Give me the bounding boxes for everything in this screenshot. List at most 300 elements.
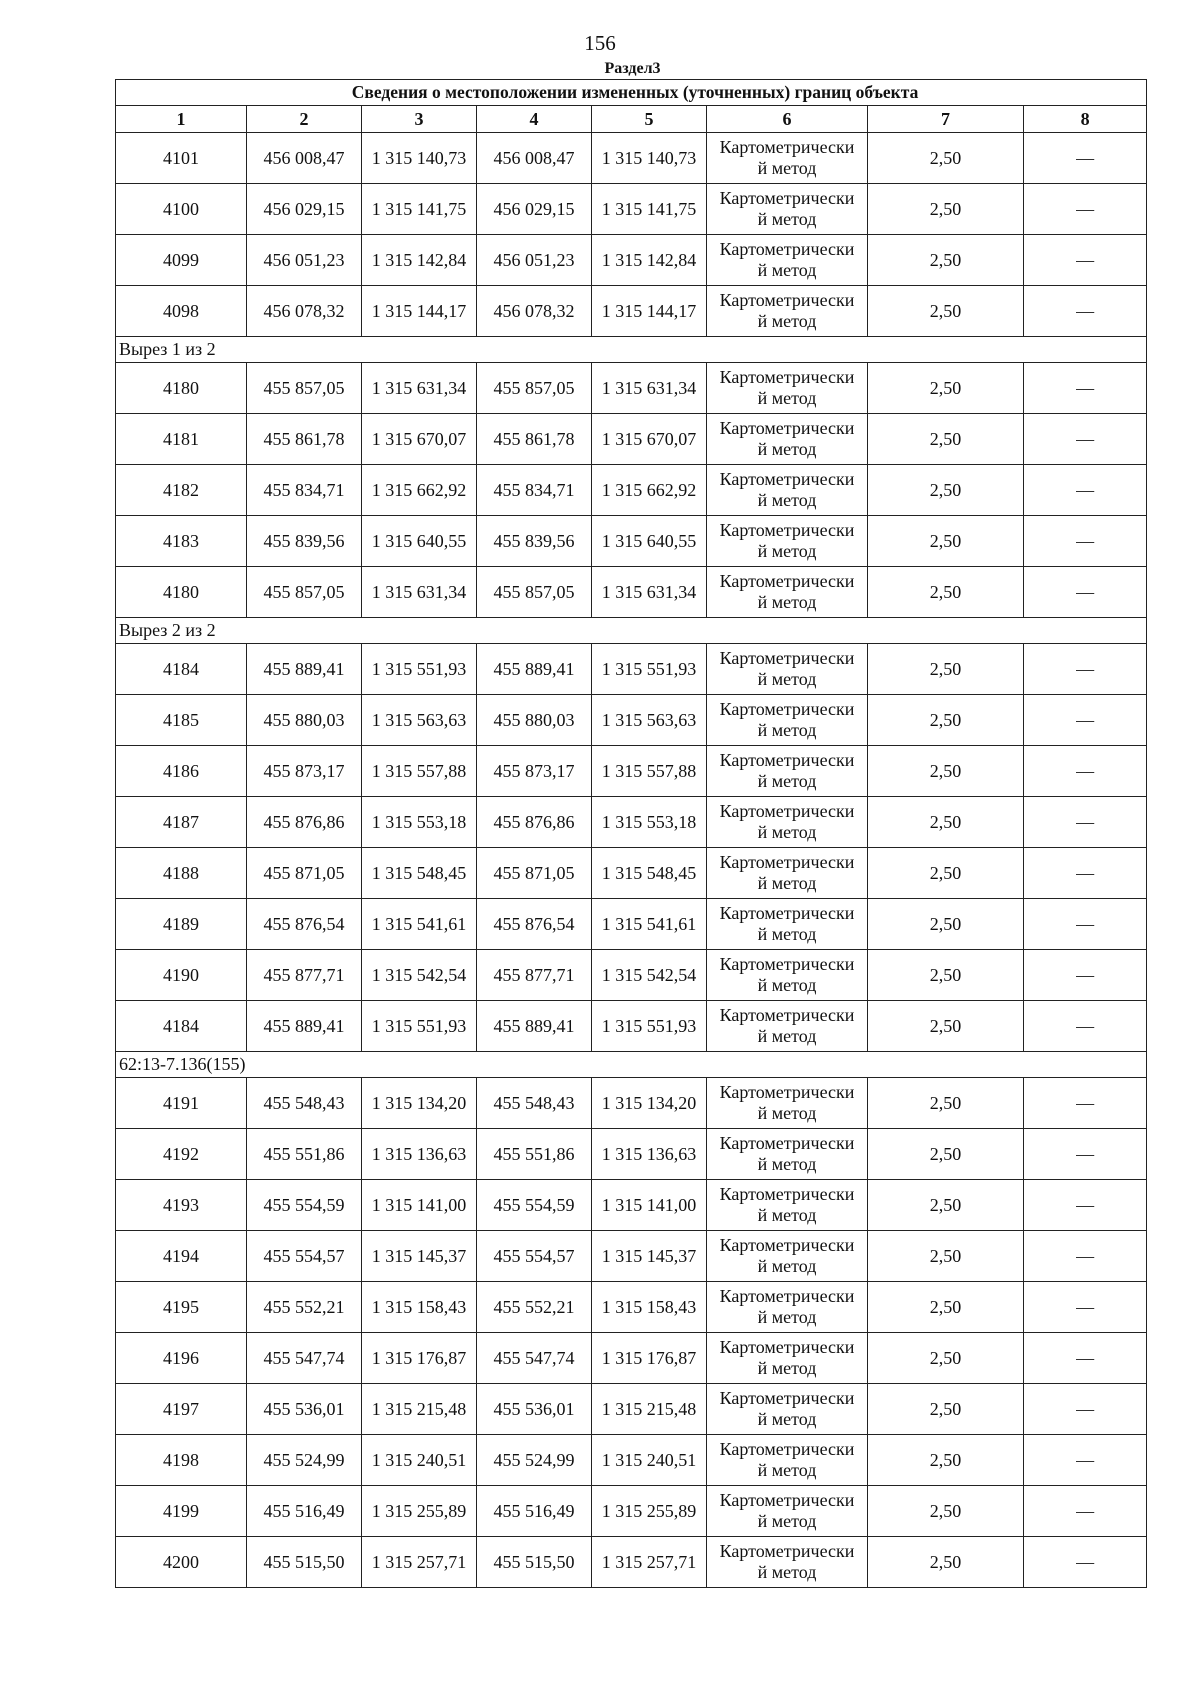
- method-line-1: Картометрически: [719, 239, 855, 259]
- cell-col-3: 1 315 257,71: [362, 1537, 477, 1588]
- group-label-row: [116, 337, 1147, 363]
- cell-col-1: 4190: [116, 950, 247, 1001]
- method-line-2: й метод: [757, 1307, 817, 1327]
- table-row: [116, 286, 1147, 337]
- method-line-1: Картометрически: [719, 852, 855, 872]
- method-line-2: й метод: [757, 158, 817, 178]
- cell-col-3: 1 315 144,17: [362, 286, 477, 337]
- column-header-2: 2: [247, 106, 362, 133]
- dash-cell: —: [1024, 184, 1147, 235]
- method-line-1: Картометрически: [719, 290, 855, 310]
- method-cell: [707, 465, 868, 516]
- dash-cell: —: [1024, 899, 1147, 950]
- cell-col-3: 1 315 141,75: [362, 184, 477, 235]
- cell-col-2: 455 515,50: [247, 1537, 362, 1588]
- cell-col-2: 455 554,59: [247, 1180, 362, 1231]
- cell-col-4: 455 880,03: [477, 695, 592, 746]
- cell-col-1: 4180: [116, 567, 247, 618]
- cell-col-5: 1 315 215,48: [592, 1384, 707, 1435]
- column-header-7: 7: [868, 106, 1024, 133]
- cell-col-1: 4192: [116, 1129, 247, 1180]
- table-row: [116, 1231, 1147, 1282]
- cell-col-4: 455 515,50: [477, 1537, 592, 1588]
- precision-cell: 2,50: [868, 797, 1024, 848]
- cell-col-5: 1 315 140,73: [592, 133, 707, 184]
- cell-col-4: 456 008,47: [477, 133, 592, 184]
- method-line-1: Картометрически: [719, 418, 855, 438]
- dash-cell: —: [1024, 695, 1147, 746]
- cell-col-1: 4183: [116, 516, 247, 567]
- method-cell: [707, 133, 868, 184]
- cell-col-2: 455 516,49: [247, 1486, 362, 1537]
- cell-col-1: 4197: [116, 1384, 247, 1435]
- cell-col-5: 1 315 640,55: [592, 516, 707, 567]
- cell-col-4: 455 889,41: [477, 1001, 592, 1052]
- cell-col-4: 455 834,71: [477, 465, 592, 516]
- precision-cell: 2,50: [868, 1078, 1024, 1129]
- page-number: 156: [584, 31, 616, 55]
- cell-col-3: 1 315 141,00: [362, 1180, 477, 1231]
- method-cell: [707, 235, 868, 286]
- cell-col-2: 456 078,32: [247, 286, 362, 337]
- cell-col-1: 4196: [116, 1333, 247, 1384]
- cell-col-4: 456 029,15: [477, 184, 592, 235]
- cell-col-1: 4185: [116, 695, 247, 746]
- cell-col-3: 1 315 140,73: [362, 133, 477, 184]
- method-cell: [707, 950, 868, 1001]
- group-label: Вырез 1 из 2: [116, 337, 1147, 363]
- group-label-row: [116, 618, 1147, 644]
- precision-cell: 2,50: [868, 235, 1024, 286]
- method-cell: [707, 286, 868, 337]
- column-header-5: 5: [592, 106, 707, 133]
- method-cell: [707, 746, 868, 797]
- table-row: [116, 1001, 1147, 1052]
- precision-cell: 2,50: [868, 1282, 1024, 1333]
- cell-col-2: 455 554,57: [247, 1231, 362, 1282]
- cell-col-3: 1 315 563,63: [362, 695, 477, 746]
- table-row: [116, 1078, 1147, 1129]
- cell-col-2: 456 008,47: [247, 133, 362, 184]
- cell-col-1: 4098: [116, 286, 247, 337]
- dash-cell: —: [1024, 1537, 1147, 1588]
- dash-cell: —: [1024, 1435, 1147, 1486]
- cell-col-5: 1 315 240,51: [592, 1435, 707, 1486]
- cell-col-4: 455 876,54: [477, 899, 592, 950]
- cell-col-1: 4099: [116, 235, 247, 286]
- cell-col-5: 1 315 141,75: [592, 184, 707, 235]
- method-line-2: й метод: [757, 1511, 817, 1531]
- precision-cell: 2,50: [868, 414, 1024, 465]
- method-line-2: й метод: [757, 260, 817, 280]
- cell-col-4: 455 873,17: [477, 746, 592, 797]
- cell-col-2: 455 857,05: [247, 567, 362, 618]
- cell-col-5: 1 315 670,07: [592, 414, 707, 465]
- method-line-1: Картометрически: [719, 1082, 855, 1102]
- table-caption: Сведения о местоположении измененных (уточненных) границ объекта: [247, 80, 1024, 106]
- cell-col-3: 1 315 662,92: [362, 465, 477, 516]
- cell-col-4: 455 548,43: [477, 1078, 592, 1129]
- precision-cell: 2,50: [868, 184, 1024, 235]
- cell-col-5: 1 315 255,89: [592, 1486, 707, 1537]
- method-line-1: Картометрически: [719, 1005, 855, 1025]
- cell-col-3: 1 315 557,88: [362, 746, 477, 797]
- method-line-2: й метод: [757, 1026, 817, 1046]
- precision-cell: 2,50: [868, 1129, 1024, 1180]
- cell-col-4: 455 877,71: [477, 950, 592, 1001]
- section-title: Раздел3: [604, 60, 661, 77]
- cell-col-5: 1 315 548,45: [592, 848, 707, 899]
- cell-col-3: 1 315 548,45: [362, 848, 477, 899]
- method-cell: [707, 1384, 868, 1435]
- table-row: [116, 797, 1147, 848]
- dash-cell: —: [1024, 1129, 1147, 1180]
- cell-col-3: 1 315 551,93: [362, 644, 477, 695]
- dash-cell: —: [1024, 1384, 1147, 1435]
- cell-col-3: 1 315 142,84: [362, 235, 477, 286]
- cell-col-5: 1 315 145,37: [592, 1231, 707, 1282]
- method-line-1: Картометрически: [719, 137, 855, 157]
- cell-col-5: 1 315 134,20: [592, 1078, 707, 1129]
- precision-cell: 2,50: [868, 286, 1024, 337]
- precision-cell: 2,50: [868, 746, 1024, 797]
- method-cell: [707, 1486, 868, 1537]
- table-row: [116, 235, 1147, 286]
- dash-cell: —: [1024, 1282, 1147, 1333]
- dash-cell: —: [1024, 1078, 1147, 1129]
- cell-col-2: 455 839,56: [247, 516, 362, 567]
- table-row: [116, 950, 1147, 1001]
- cell-col-1: 4194: [116, 1231, 247, 1282]
- cell-col-1: 4181: [116, 414, 247, 465]
- method-line-2: й метод: [757, 1562, 817, 1582]
- method-line-1: Картометрически: [719, 1490, 855, 1510]
- precision-cell: 2,50: [868, 567, 1024, 618]
- cell-col-4: 455 839,56: [477, 516, 592, 567]
- group-label: Вырез 2 из 2: [116, 618, 1147, 644]
- precision-cell: 2,50: [868, 695, 1024, 746]
- precision-cell: 2,50: [868, 465, 1024, 516]
- cell-col-2: 455 857,05: [247, 363, 362, 414]
- method-line-1: Картометрически: [719, 1286, 855, 1306]
- cell-col-4: 455 552,21: [477, 1282, 592, 1333]
- cell-col-5: 1 315 257,71: [592, 1537, 707, 1588]
- precision-cell: 2,50: [868, 899, 1024, 950]
- method-line-1: Картометрически: [719, 188, 855, 208]
- table-row: [116, 899, 1147, 950]
- cell-col-3: 1 315 158,43: [362, 1282, 477, 1333]
- cell-col-5: 1 315 631,34: [592, 363, 707, 414]
- method-cell: [707, 797, 868, 848]
- cell-col-2: 455 547,74: [247, 1333, 362, 1384]
- cell-col-2: 455 889,41: [247, 1001, 362, 1052]
- dash-cell: —: [1024, 1180, 1147, 1231]
- boundary-table: [115, 79, 1147, 1588]
- method-cell: [707, 414, 868, 465]
- dash-cell: —: [1024, 133, 1147, 184]
- table-row: [116, 644, 1147, 695]
- group-label: 62:13-7.136(155): [116, 1052, 1147, 1078]
- cell-col-3: 1 315 176,87: [362, 1333, 477, 1384]
- cell-col-2: 456 029,15: [247, 184, 362, 235]
- method-line-1: Картометрически: [719, 648, 855, 668]
- table-row: [116, 184, 1147, 235]
- cell-col-4: 456 078,32: [477, 286, 592, 337]
- cell-col-3: 1 315 670,07: [362, 414, 477, 465]
- table-row: [116, 133, 1147, 184]
- method-line-1: Картометрически: [719, 1439, 855, 1459]
- dash-cell: —: [1024, 848, 1147, 899]
- cell-col-2: 455 876,54: [247, 899, 362, 950]
- method-cell: [707, 848, 868, 899]
- method-cell: [707, 695, 868, 746]
- precision-cell: 2,50: [868, 644, 1024, 695]
- cell-col-2: 455 552,21: [247, 1282, 362, 1333]
- method-line-2: й метод: [757, 873, 817, 893]
- cell-col-1: 4186: [116, 746, 247, 797]
- cell-col-1: 4193: [116, 1180, 247, 1231]
- cell-col-4: 455 857,05: [477, 363, 592, 414]
- table-row: [116, 1435, 1147, 1486]
- table-caption-row: [116, 80, 1147, 106]
- precision-cell: 2,50: [868, 1486, 1024, 1537]
- method-line-2: й метод: [757, 822, 817, 842]
- cell-col-1: 4189: [116, 899, 247, 950]
- method-cell: [707, 1435, 868, 1486]
- dash-cell: —: [1024, 516, 1147, 567]
- cell-col-2: 456 051,23: [247, 235, 362, 286]
- table-row: [116, 1384, 1147, 1435]
- cell-col-2: 455 876,86: [247, 797, 362, 848]
- cell-col-1: 4200: [116, 1537, 247, 1588]
- method-line-2: й метод: [757, 1154, 817, 1174]
- method-line-1: Картометрически: [719, 699, 855, 719]
- method-line-2: й метод: [757, 669, 817, 689]
- precision-cell: 2,50: [868, 1001, 1024, 1052]
- method-line-1: Картометрически: [719, 1184, 855, 1204]
- method-cell: [707, 1333, 868, 1384]
- method-line-1: Картометрически: [719, 903, 855, 923]
- method-line-2: й метод: [757, 1103, 817, 1123]
- cell-col-1: 4191: [116, 1078, 247, 1129]
- cell-col-4: 455 516,49: [477, 1486, 592, 1537]
- group-label-row: [116, 1052, 1147, 1078]
- table-row: [116, 414, 1147, 465]
- cell-col-5: 1 315 176,87: [592, 1333, 707, 1384]
- table-row: [116, 516, 1147, 567]
- precision-cell: 2,50: [868, 1435, 1024, 1486]
- cell-col-2: 455 873,17: [247, 746, 362, 797]
- precision-cell: 2,50: [868, 1537, 1024, 1588]
- precision-cell: 2,50: [868, 1384, 1024, 1435]
- cell-col-4: 455 536,01: [477, 1384, 592, 1435]
- dash-cell: —: [1024, 567, 1147, 618]
- method-cell: [707, 1537, 868, 1588]
- cell-col-5: 1 315 557,88: [592, 746, 707, 797]
- method-cell: [707, 184, 868, 235]
- method-line-2: й метод: [757, 1256, 817, 1276]
- method-cell: [707, 1078, 868, 1129]
- cell-col-5: 1 315 144,17: [592, 286, 707, 337]
- method-line-2: й метод: [757, 1358, 817, 1378]
- dash-cell: —: [1024, 235, 1147, 286]
- method-line-1: Картометрически: [719, 750, 855, 770]
- method-line-2: й метод: [757, 490, 817, 510]
- cell-col-5: 1 315 542,54: [592, 950, 707, 1001]
- table-row: [116, 695, 1147, 746]
- cell-col-3: 1 315 240,51: [362, 1435, 477, 1486]
- method-cell: [707, 363, 868, 414]
- cell-col-4: 455 857,05: [477, 567, 592, 618]
- method-cell: [707, 567, 868, 618]
- cell-col-3: 1 315 255,89: [362, 1486, 477, 1537]
- cell-col-5: 1 315 563,63: [592, 695, 707, 746]
- cell-col-4: 455 524,99: [477, 1435, 592, 1486]
- cell-col-2: 455 861,78: [247, 414, 362, 465]
- cell-col-3: 1 315 640,55: [362, 516, 477, 567]
- method-line-2: й метод: [757, 771, 817, 791]
- cell-col-1: 4195: [116, 1282, 247, 1333]
- cell-col-4: 456 051,23: [477, 235, 592, 286]
- cell-col-4: 455 551,86: [477, 1129, 592, 1180]
- cell-col-2: 455 877,71: [247, 950, 362, 1001]
- method-line-1: Картометрически: [719, 571, 855, 591]
- dash-cell: —: [1024, 1333, 1147, 1384]
- cell-col-2: 455 551,86: [247, 1129, 362, 1180]
- cell-col-2: 455 834,71: [247, 465, 362, 516]
- method-line-2: й метод: [757, 592, 817, 612]
- cell-col-5: 1 315 141,00: [592, 1180, 707, 1231]
- dash-cell: —: [1024, 414, 1147, 465]
- dash-cell: —: [1024, 363, 1147, 414]
- method-line-1: Картометрически: [719, 1337, 855, 1357]
- cell-col-1: 4182: [116, 465, 247, 516]
- cell-col-5: 1 315 631,34: [592, 567, 707, 618]
- method-line-2: й метод: [757, 924, 817, 944]
- cell-col-4: 455 554,57: [477, 1231, 592, 1282]
- method-line-1: Картометрически: [719, 1133, 855, 1153]
- column-header-6: 6: [707, 106, 868, 133]
- precision-cell: 2,50: [868, 133, 1024, 184]
- cell-col-2: 455 536,01: [247, 1384, 362, 1435]
- cell-col-3: 1 315 631,34: [362, 363, 477, 414]
- cell-col-5: 1 315 541,61: [592, 899, 707, 950]
- cell-col-5: 1 315 158,43: [592, 1282, 707, 1333]
- table-row: [116, 1282, 1147, 1333]
- method-line-1: Картометрически: [719, 1388, 855, 1408]
- method-cell: [707, 1001, 868, 1052]
- method-cell: [707, 516, 868, 567]
- method-cell: [707, 899, 868, 950]
- method-line-1: Картометрически: [719, 367, 855, 387]
- column-header-3: 3: [362, 106, 477, 133]
- cell-col-4: 455 871,05: [477, 848, 592, 899]
- method-line-1: Картометрически: [719, 1541, 855, 1561]
- precision-cell: 2,50: [868, 950, 1024, 1001]
- cell-col-3: 1 315 215,48: [362, 1384, 477, 1435]
- column-header-1: 1: [116, 106, 247, 133]
- table-row: [116, 567, 1147, 618]
- dash-cell: —: [1024, 1001, 1147, 1052]
- table-row: [116, 363, 1147, 414]
- method-line-2: й метод: [757, 1205, 817, 1225]
- method-line-2: й метод: [757, 388, 817, 408]
- table-row: [116, 1333, 1147, 1384]
- caption-cell-left: [116, 80, 247, 106]
- cell-col-5: 1 315 136,63: [592, 1129, 707, 1180]
- cell-col-4: 455 889,41: [477, 644, 592, 695]
- method-line-1: Картометрически: [719, 520, 855, 540]
- precision-cell: 2,50: [868, 1180, 1024, 1231]
- method-line-1: Картометрически: [719, 954, 855, 974]
- table-row: [116, 1180, 1147, 1231]
- method-cell: [707, 1282, 868, 1333]
- cell-col-1: 4184: [116, 1001, 247, 1052]
- column-header-4: 4: [477, 106, 592, 133]
- method-line-2: й метод: [757, 209, 817, 229]
- cell-col-5: 1 315 553,18: [592, 797, 707, 848]
- column-header-row: [116, 106, 1147, 133]
- dash-cell: —: [1024, 644, 1147, 695]
- cell-col-4: 455 547,74: [477, 1333, 592, 1384]
- precision-cell: 2,50: [868, 516, 1024, 567]
- cell-col-5: 1 315 551,93: [592, 1001, 707, 1052]
- method-line-2: й метод: [757, 439, 817, 459]
- cell-col-4: 455 554,59: [477, 1180, 592, 1231]
- cell-col-2: 455 889,41: [247, 644, 362, 695]
- cell-col-1: 4199: [116, 1486, 247, 1537]
- cell-col-3: 1 315 631,34: [362, 567, 477, 618]
- cell-col-3: 1 315 551,93: [362, 1001, 477, 1052]
- cell-col-3: 1 315 136,63: [362, 1129, 477, 1180]
- method-cell: [707, 1180, 868, 1231]
- dash-cell: —: [1024, 1231, 1147, 1282]
- dash-cell: —: [1024, 1486, 1147, 1537]
- precision-cell: 2,50: [868, 1333, 1024, 1384]
- cell-col-2: 455 880,03: [247, 695, 362, 746]
- table-row: [116, 746, 1147, 797]
- cell-col-4: 455 861,78: [477, 414, 592, 465]
- precision-cell: 2,50: [868, 848, 1024, 899]
- cell-col-5: 1 315 551,93: [592, 644, 707, 695]
- cell-col-3: 1 315 553,18: [362, 797, 477, 848]
- cell-col-2: 455 524,99: [247, 1435, 362, 1486]
- cell-col-1: 4184: [116, 644, 247, 695]
- cell-col-5: 1 315 142,84: [592, 235, 707, 286]
- dash-cell: —: [1024, 465, 1147, 516]
- method-line-1: Картометрически: [719, 1235, 855, 1255]
- method-cell: [707, 1231, 868, 1282]
- caption-cell-right: [1024, 80, 1147, 106]
- method-line-2: й метод: [757, 720, 817, 740]
- precision-cell: 2,50: [868, 363, 1024, 414]
- method-line-2: й метод: [757, 1460, 817, 1480]
- method-line-2: й метод: [757, 975, 817, 995]
- cell-col-1: 4198: [116, 1435, 247, 1486]
- table-row: [116, 465, 1147, 516]
- cell-col-2: 455 548,43: [247, 1078, 362, 1129]
- table-row: [116, 1129, 1147, 1180]
- dash-cell: —: [1024, 950, 1147, 1001]
- cell-col-1: 4101: [116, 133, 247, 184]
- method-line-1: Картометрически: [719, 469, 855, 489]
- method-line-2: й метод: [757, 311, 817, 331]
- table-row: [116, 1486, 1147, 1537]
- cell-col-2: 455 871,05: [247, 848, 362, 899]
- table-row: [116, 1537, 1147, 1588]
- cell-col-4: 455 876,86: [477, 797, 592, 848]
- method-cell: [707, 1129, 868, 1180]
